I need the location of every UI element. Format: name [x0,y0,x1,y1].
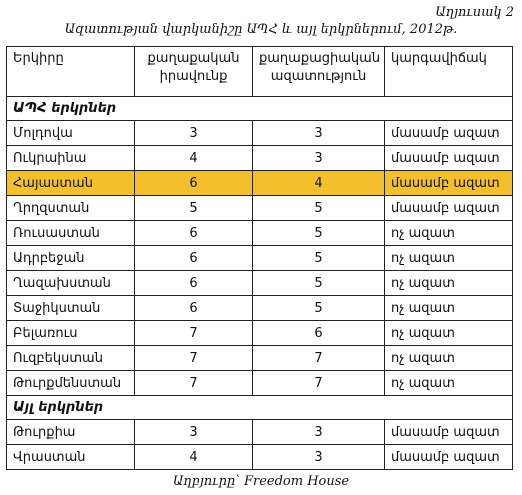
country-cell: Հայաստան [7,171,135,196]
status-cell: ոչ ազատ [385,221,513,246]
country-cell: Ղազախստան [7,271,135,296]
column-header-country: Երկիրը [7,47,135,97]
freedom-rating-table [6,46,513,470]
status-cell: ոչ ազատ [385,296,513,321]
status-cell: մասամբ ազատ [385,171,513,196]
political-rights-cell: 6 [135,246,253,271]
civil-liberties-cell: 5 [253,221,385,246]
political-rights-cell: 4 [135,146,253,171]
table-row [7,445,513,470]
column-header-civil-liberties: քաղաքացիական ազատություն [253,47,385,97]
political-rights-cell: 3 [135,121,253,146]
status-cell: ոչ ազատ [385,346,513,371]
status-cell: ոչ ազատ [385,321,513,346]
status-cell: մասամբ ազատ [385,420,513,445]
highlighted-table-row [7,171,513,196]
table-row [7,371,513,396]
status-cell: մասամբ ազատ [385,146,513,171]
civil-liberties-cell: 5 [253,271,385,296]
country-cell: Թուրքիա [7,420,135,445]
table-number-label: Աղյուսակ 2 [435,5,514,20]
political-rights-cell: 7 [135,346,253,371]
country-cell: Մոլդովա [7,121,135,146]
political-rights-cell: 4 [135,445,253,470]
civil-liberties-cell: 3 [253,420,385,445]
header-row [7,47,513,97]
group-label: Այլ երկրներ [7,396,513,420]
source-note: Աղբյուրը՝ Freedom House [172,474,350,489]
political-rights-cell: 7 [135,321,253,346]
civil-liberties-cell: 5 [253,246,385,271]
civil-liberties-cell: 3 [253,146,385,171]
country-cell: Ուզբեկստան [7,346,135,371]
country-cell: Ուկրաինա [7,146,135,171]
table-row [7,296,513,321]
table-row [7,146,513,171]
status-cell: ոչ ազատ [385,371,513,396]
country-cell: Վրաստան [7,445,135,470]
country-cell: Տաջիկստան [7,296,135,321]
political-rights-cell: 5 [135,196,253,221]
status-cell: ոչ ազատ [385,271,513,296]
column-header-political-rights: քաղաքական իրավունք [135,47,253,97]
table-row [7,271,513,296]
political-rights-cell: 6 [135,271,253,296]
civil-liberties-cell: 7 [253,371,385,396]
table-row [7,221,513,246]
political-rights-cell: 6 [135,296,253,321]
table-row [7,246,513,271]
civil-liberties-cell: 5 [253,296,385,321]
civil-liberties-cell: 3 [253,121,385,146]
status-cell: մասամբ ազատ [385,445,513,470]
group-header-row [7,396,513,420]
table-row [7,420,513,445]
status-cell: մասամբ ազատ [385,121,513,146]
table-row [7,121,513,146]
country-cell: Ղրղզստան [7,196,135,221]
table-title: Ազատության վարկանիշը ԱՊՀ և այլ երկրներում, 2012թ. [64,22,458,37]
column-header-status: կարգավիճակ [385,47,513,97]
group-label: ԱՊՀ երկրներ [7,97,513,121]
country-cell: Ադրբեջան [7,246,135,271]
country-cell: Բելառուս [7,321,135,346]
political-rights-cell: 7 [135,371,253,396]
status-cell: մասամբ ազատ [385,196,513,221]
civil-liberties-cell: 5 [253,196,385,221]
country-cell: Ռուսաստան [7,221,135,246]
status-cell: ոչ ազատ [385,246,513,271]
civil-liberties-cell: 3 [253,445,385,470]
political-rights-cell: 6 [135,171,253,196]
country-cell: Թուրքմենստան [7,371,135,396]
table-row [7,346,513,371]
political-rights-cell: 3 [135,420,253,445]
group-header-row [7,97,513,121]
political-rights-cell: 6 [135,221,253,246]
table-row [7,196,513,221]
civil-liberties-cell: 6 [253,321,385,346]
civil-liberties-cell: 7 [253,346,385,371]
table-row [7,321,513,346]
civil-liberties-cell: 4 [253,171,385,196]
